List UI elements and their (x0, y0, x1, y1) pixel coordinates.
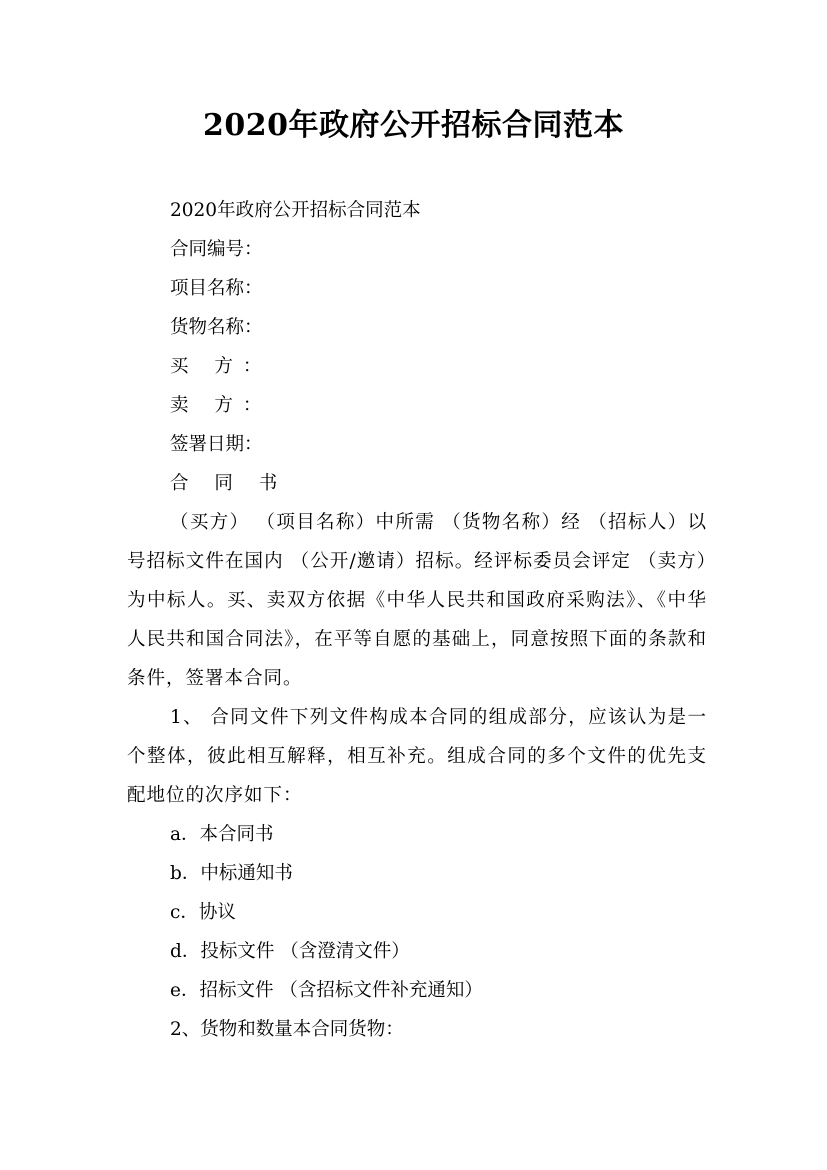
document-subtitle: 2020年政府公开招标合同范本 (170, 200, 421, 221)
sign-date-field: 签署日期： (170, 434, 263, 455)
contract-heading: 合 同 书 (170, 473, 288, 494)
clause-2-heading: 2、货物和数量本合同货物： (170, 1019, 404, 1040)
document-title: 2020年政府公开招标合同范本 (203, 108, 624, 143)
goods-name-field: 货物名称： (170, 317, 263, 338)
intro-paragraph: （买方） （项目名称）中所需 （货物名称）经 （招标人）以 号招标文件在国内 （公开/邀请）招标。经评标委员会评定 （卖方）为中标人。买、卖双方依据《中华人民共和国政府采购法》、《中华人民共和国合同法》，在平等自愿的基础上，同意按照下面的条款和条件，签署本合同。 (127, 512, 707, 689)
contract-number-field: 合同编号： (170, 239, 263, 260)
clause-1-item-e: e．招标文件 （含招标文件补充通知） (170, 980, 483, 1001)
document-body (127, 191, 707, 1049)
clause-1-item-d: d．投标文件 （含澄清文件） (170, 941, 410, 962)
buyer-field: 买 方： (170, 356, 272, 377)
clause-1-item-c: c．协议 (170, 902, 236, 923)
seller-field: 卖 方： (170, 395, 272, 416)
clause-1-paragraph: 1、 合同文件下列文件构成本合同的组成部分，应该认为是一个整体，彼此相互解释，相互补充。组成合同的多个文件的优先支配地位的次序如下： (127, 707, 707, 806)
project-name-field: 项目名称： (170, 278, 263, 299)
clause-1-item-a: a．本合同书 (170, 824, 274, 845)
clause-1-item-b: b．中标通知书 (170, 863, 293, 884)
